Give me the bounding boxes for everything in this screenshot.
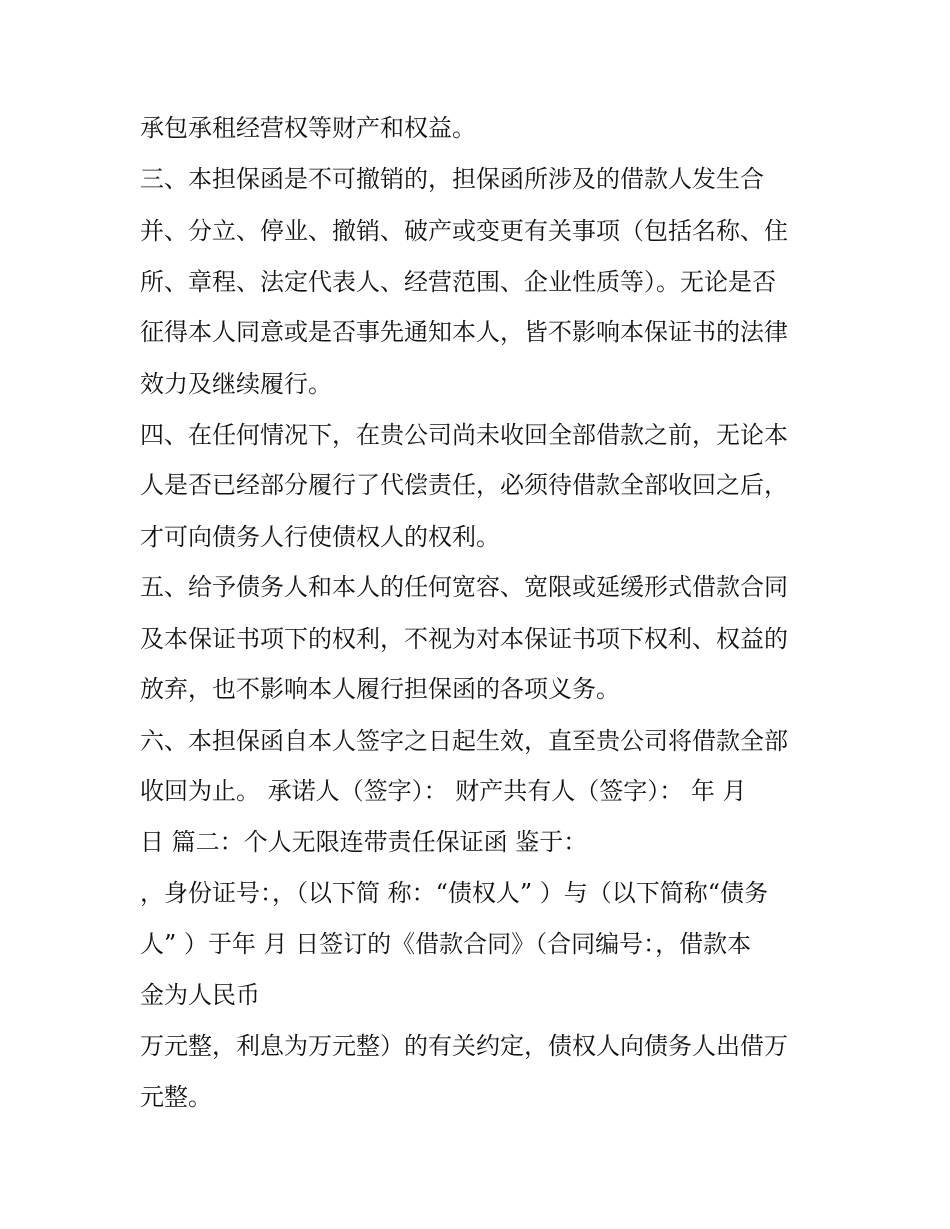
text-line: 元整。 — [140, 1083, 212, 1111]
text-line: 并、分立、停业、撤销、破产或变更有关事项（包括名称、住 — [140, 217, 788, 245]
text-line: 才可向债务人行使债权人的权利。 — [140, 523, 500, 551]
text-line: 承包承租经营权等财产和权益。 — [140, 114, 476, 142]
text-line: 三、本担保函是不可撤销的，担保函所涉及的借款人发生合 — [140, 165, 764, 193]
text-line: 五、给予债务人和本人的任何宽容、宽限或延缓形式借款合同 — [140, 573, 788, 601]
text-line: 四、在任何情况下，在贵公司尚未收回全部借款之前，无论本 — [140, 421, 788, 449]
text-line: 效力及继续履行。 — [140, 370, 332, 398]
text-line: 收回为止。 承诺人（签字）： 财产共有人（签字）： 年 月 — [140, 777, 747, 805]
text-line: 金为人民币 — [140, 981, 260, 1009]
text-line: 征得本人同意或是否事先通知本人，皆不影响本保证书的法律 — [140, 318, 788, 346]
text-line: 六、本担保函自本人签字之日起生效，直至贵公司将借款全部 — [140, 727, 788, 755]
text-line: 人” ）于年 月 日签订的《借款合同》（合同编号：，借款本 — [140, 930, 752, 958]
text-line: ，身份证号：，（以下简 称：“债权人” ）与（以下简称“债务 — [140, 879, 769, 907]
text-line: 万元整，利息为万元整）的有关约定，债权人向债务人出借万 — [140, 1032, 788, 1060]
text-line: 所、章程、法定代表人、经营范围、企业性质等）。无论是否 — [140, 268, 776, 296]
text-line: 及本保证书项下的权利，不视为对本保证书项下权利、权益的 — [140, 625, 788, 653]
text-line: 人是否已经部分履行了代偿责任，必须待借款全部收回之后， — [140, 471, 788, 499]
text-line: 日 篇二：个人无限连带责任保证函 鉴于： — [140, 828, 588, 856]
text-line: 放弃，也不影响本人履行担保函的各项义务。 — [140, 675, 620, 703]
